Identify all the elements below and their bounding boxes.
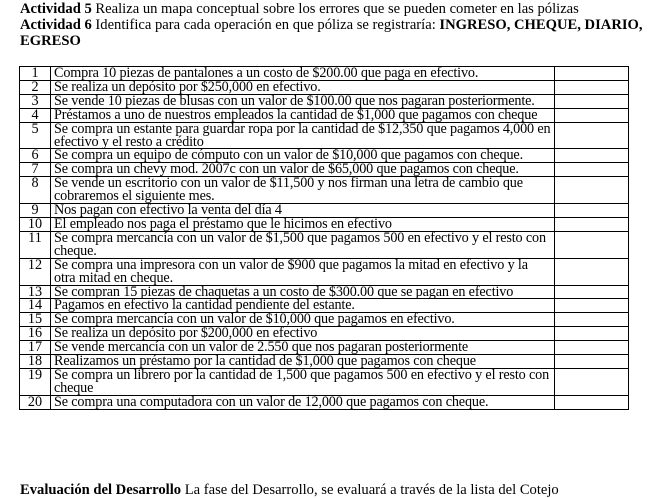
operation-number: 18 [20, 355, 51, 369]
operation-row [20, 177, 629, 204]
operation-number: 12 [20, 258, 51, 285]
operation-description: El empleado nos paga el préstamo que le hicimos en efectivo [51, 217, 555, 231]
operation-number: 6 [20, 149, 51, 163]
operation-description: Se compran 15 piezas de chaquetas a un costo de $300.00 que se pagan en efectivo [51, 285, 555, 299]
operation-description: Se vende mercancía con un valor de 2.550 que nos pagaran posteriormente [51, 341, 555, 355]
activity-5 [20, 1, 650, 17]
operation-description: Se compra un estante para guardar ropa por la cantidad de $12,350 que pagamos 4,000 en efectivo y el resto a crédito [51, 122, 555, 149]
operation-row [20, 258, 629, 285]
operation-number: 7 [20, 163, 51, 177]
operation-description: Realizamos un préstamo por la cantidad de $1,000 que pagamos con cheque [51, 355, 555, 369]
operation-number: 16 [20, 327, 51, 341]
policy-answer-cell[interactable] [555, 177, 629, 204]
operation-number: 2 [20, 80, 51, 94]
operation-description: Se compra una impresora con un valor de $900 que pagamos la mitad en efectivo y la otra mitad en cheque. [51, 258, 555, 285]
evaluation-text: La fase del Desarrollo, se evaluará a través de la lista del Cotejo [181, 482, 559, 498]
operation-description: Se vende 10 piezas de blusas con un valor de $100.00 que nos pagaran posteriormente. [51, 94, 555, 108]
operation-description: Se realiza un depósito por $250,000 en efectivo. [51, 80, 555, 94]
operation-number: 3 [20, 94, 51, 108]
policy-answer-cell[interactable] [555, 94, 629, 108]
policy-answer-cell[interactable] [555, 80, 629, 94]
operation-number: 11 [20, 231, 51, 258]
operation-number: 1 [20, 67, 51, 81]
operation-description: Se compra un librero por la cantidad de 1,500 que pagamos 500 en efectivo y el resto con cheque [51, 368, 555, 395]
operation-description: Se compra mercancía con un valor de $1,500 que pagamos 500 en efectivo y el resto con cheque. [51, 231, 555, 258]
evaluation-label: Evaluación del Desarrollo [20, 482, 182, 498]
policy-answer-cell[interactable] [555, 327, 629, 341]
policy-answer-cell[interactable] [555, 108, 629, 122]
activity-6-label: Actividad 6 [20, 17, 92, 33]
operation-description: Se vende un escritorio con un valor de $11,500 y nos firman una letra de cambio que cobraremos el siguiente mes. [51, 177, 555, 204]
operation-number: 4 [20, 108, 51, 122]
operation-number: 8 [20, 177, 51, 204]
operation-number: 14 [20, 299, 51, 313]
policy-answer-cell[interactable] [555, 341, 629, 355]
operation-number: 17 [20, 341, 51, 355]
operations-table [19, 66, 629, 410]
operation-row [20, 122, 629, 149]
activity-6-text: Identifica para cada operación en que póliza se registraría: [91, 17, 440, 33]
policy-answer-cell[interactable] [555, 313, 629, 327]
policy-answer-cell[interactable] [555, 67, 629, 81]
operation-description: Se realiza un depósito por $200,000 en efectivo [51, 327, 555, 341]
policy-answer-cell[interactable] [555, 122, 629, 149]
operation-description: Se compra mercancía con un valor de $10,000 que pagamos en efectivo. [51, 313, 555, 327]
operation-description: Nos pagan con efectivo la venta del día 4 [51, 204, 555, 218]
policy-answer-cell[interactable] [555, 231, 629, 258]
operation-description: Compra 10 piezas de pantalones a un costo de $200.00 que paga en efectivo. [51, 67, 555, 81]
activity-6-types: INGRESO, CHEQUE, DIARIO, EGRESO [20, 17, 643, 49]
operation-number: 20 [20, 395, 51, 409]
operation-number: 19 [20, 368, 51, 395]
activity-5-label: Actividad 5 [20, 1, 92, 17]
policy-answer-cell[interactable] [555, 355, 629, 369]
operation-number: 10 [20, 217, 51, 231]
policy-answer-cell[interactable] [555, 285, 629, 299]
policy-answer-cell[interactable] [555, 368, 629, 395]
operation-number: 5 [20, 122, 51, 149]
activity-instructions [20, 1, 650, 49]
operation-description: Se compra una computadora con un valor de 12,000 que pagamos con cheque. [51, 395, 555, 409]
operation-row [20, 368, 629, 395]
operation-number: 9 [20, 204, 51, 218]
evaluation-note [20, 483, 559, 498]
policy-answer-cell[interactable] [555, 217, 629, 231]
policy-answer-cell[interactable] [555, 395, 629, 409]
operation-description: Se compra un chevy mod. 2007c con un valor de $65,000 que pagamos con cheque. [51, 163, 555, 177]
policy-answer-cell[interactable] [555, 149, 629, 163]
operation-number: 15 [20, 313, 51, 327]
operation-number: 13 [20, 285, 51, 299]
operation-row [20, 395, 629, 409]
operations-table-body [20, 67, 629, 410]
operation-description: Pagamos en efectivo la cantidad pendiente del estante. [51, 299, 555, 313]
operation-description: Préstamos a uno de nuestros empleados la cantidad de $1,000 que pagamos con cheque [51, 108, 555, 122]
operation-row [20, 231, 629, 258]
policy-answer-cell[interactable] [555, 204, 629, 218]
policy-answer-cell[interactable] [555, 258, 629, 285]
activity-5-text: Realiza un mapa conceptual sobre los errores que se pueden cometer en las pólizas [91, 1, 579, 17]
policy-answer-cell[interactable] [555, 299, 629, 313]
policy-answer-cell[interactable] [555, 163, 629, 177]
operation-description: Se compra un equipo de cómputo con un valor de $10,000 que pagamos con cheque. [51, 149, 555, 163]
activity-6 [20, 17, 650, 49]
